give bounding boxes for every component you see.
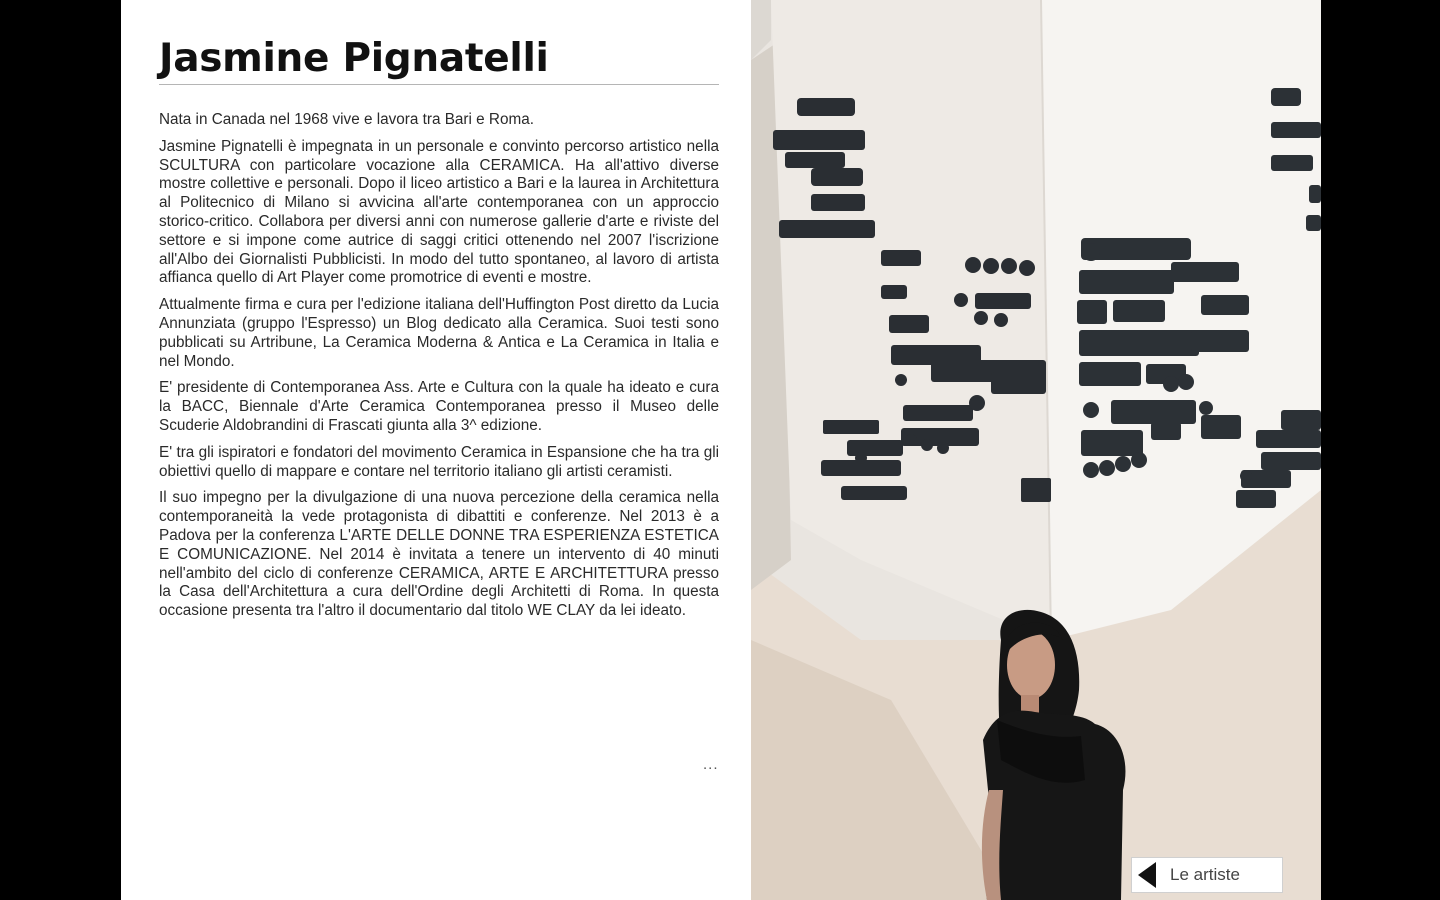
artist-bio (159, 111, 719, 621)
artist-photo (751, 0, 1321, 900)
back-to-artists-button[interactable] (1131, 857, 1283, 893)
page (121, 0, 1321, 900)
back-arrow-icon (1138, 862, 1156, 888)
bio-paragraph: E' tra gli ispiratori e fondatori del movimento Ceramica in Espansione che ha tra gli obiettivi quello di mappare e contare nel territorio italiano gli artisti ceramisti. (159, 443, 719, 480)
text-panel (121, 0, 751, 900)
more-ellipsis[interactable]: ... (703, 756, 719, 773)
installation-photo (751, 0, 1321, 900)
bio-paragraph: E' presidente di Contemporanea Ass. Arte e Cultura con la quale ha ideato e cura la BACC, Biennale d'Arte Ceramica Contemporanea presso il Museo delle Scuderie Aldobrandini di Frascati giunta alla 3^ edizione. (159, 379, 719, 434)
bio-paragraph: Il suo impegno per la divulgazione di una nuova percezione della ceramica nella contemporaneità la vede protagonista di dibattiti e conferenze. Nel 2013 è a Padova per la conferenza L'ARTE DELLE DONNE TRA ESPERIENZA ESTETICA E COMUNICAZIONE. Nel 2014 è invitata a tenere un intervento di 40 minuti nell'ambito del ciclo di conferenze CERAMICA, ARTE E ARCHITETTURA presso la Casa dell'Architettura a cura dell'Ordine degli Architetti di Roma. In questa occasione presenta tra l'altro il documentario dal titolo WE CLAY da lei ideato. (159, 489, 719, 620)
artist-name: Jasmine Pignatelli (159, 36, 719, 85)
back-button-label: Le artiste (1170, 865, 1240, 884)
bio-paragraph: Nata in Canada nel 1968 vive e lavora tra Bari e Roma. (159, 111, 534, 128)
bio-paragraph: Attualmente firma e cura per l'edizione italiana dell'Huffington Post diretto da Lucia Annunziata (gruppo l'Espresso) un Blog dedicato alla Ceramica. Suoi testi sono pubblicati su Artribune, La Ceramica Moderna & Antica e La Ceramica in Italia e nel Mondo. (159, 296, 719, 370)
bio-paragraph: Jasmine Pignatelli è impegnata in un personale e convinto percorso artistico nella SCULTURA con particolare vocazione alla CERAMICA. Ha all'attivo diverse mostre collettive e personali. Dopo il liceo artistico a Bari e la laurea in Architettura al Politecnico di Milano si avvicina all'arte contemporanea con un approccio storico-critico. Collabora per diversi anni con numerose gallerie d'arte e riviste del settore e si impone come autrice di saggi critici ottenendo nel 2007 l'iscrizione all'Albo dei Giornalisti Pubblicisti. In modo del tutto spontaneo, al lavoro di artista affianca quello di Art Player come promotrice di eventi e mostre. (159, 137, 719, 287)
